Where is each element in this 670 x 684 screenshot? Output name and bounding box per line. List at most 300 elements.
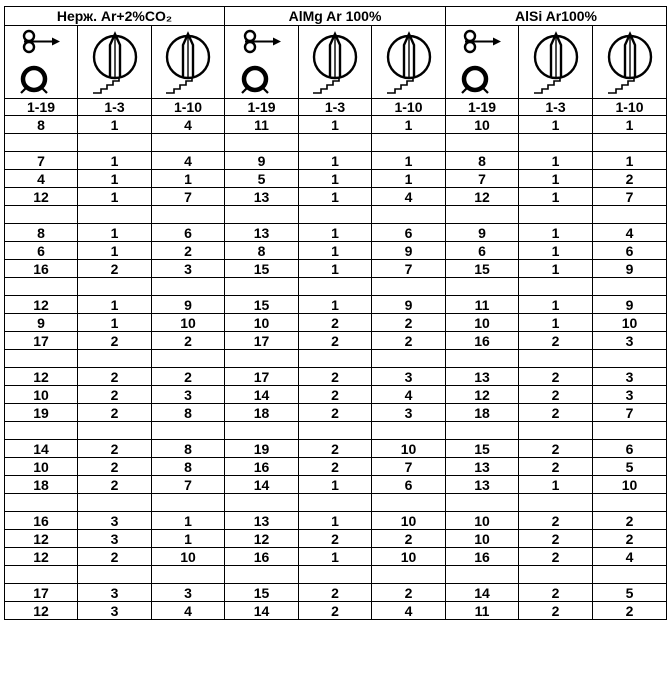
range-code: 1-19	[225, 99, 299, 116]
value-cell: 6	[5, 242, 78, 260]
value-cell: 19	[225, 440, 299, 458]
value-cell: 2	[78, 260, 152, 278]
value-cell: 1	[78, 116, 152, 134]
range-code: 1-19	[5, 99, 78, 116]
value-cell: 11	[225, 116, 299, 134]
settings-table-sheet	[4, 6, 667, 620]
value-cell: 2	[519, 332, 593, 350]
table-row	[5, 404, 667, 422]
table-row	[5, 530, 667, 548]
value-cell: 2	[519, 548, 593, 566]
table-row	[5, 368, 667, 386]
value-cell: 13	[225, 224, 299, 242]
value-cell: 1	[299, 116, 372, 134]
value-cell: 5	[593, 584, 667, 602]
voltage-knob-icon	[311, 29, 359, 95]
value-cell: 10	[372, 440, 446, 458]
value-cell: 2	[299, 458, 372, 476]
value-cell: 13	[446, 476, 519, 494]
table-row	[5, 458, 667, 476]
value-cell: 4	[5, 170, 78, 188]
value-cell: 1	[299, 188, 372, 206]
empty-cell	[519, 566, 593, 584]
value-cell: 10	[593, 314, 667, 332]
empty-cell	[225, 566, 299, 584]
value-cell: 2	[78, 368, 152, 386]
value-cell: 5	[593, 458, 667, 476]
correction-knob-icon	[164, 29, 212, 95]
value-cell: 7	[152, 188, 225, 206]
empty-cell	[593, 278, 667, 296]
value-cell: 10	[372, 512, 446, 530]
empty-cell	[225, 278, 299, 296]
value-cell: 10	[446, 116, 519, 134]
value-cell: 1	[78, 314, 152, 332]
table-row	[5, 116, 667, 134]
value-cell: 2	[372, 584, 446, 602]
value-cell: 7	[593, 404, 667, 422]
column-icon-cell	[225, 26, 299, 99]
empty-cell	[78, 206, 152, 224]
value-cell: 1	[519, 116, 593, 134]
range-code: 1-3	[519, 99, 593, 116]
value-cell: 5	[225, 170, 299, 188]
value-cell: 7	[593, 188, 667, 206]
value-cell: 16	[225, 458, 299, 476]
empty-cell	[5, 350, 78, 368]
value-cell: 1	[299, 512, 372, 530]
value-cell: 16	[5, 260, 78, 278]
empty-cell	[446, 422, 519, 440]
voltage-knob-icon	[91, 29, 139, 95]
empty-cell	[5, 134, 78, 152]
value-cell: 9	[5, 314, 78, 332]
value-cell: 13	[446, 368, 519, 386]
value-cell: 1	[372, 152, 446, 170]
value-cell: 4	[593, 548, 667, 566]
spacer-row	[5, 566, 667, 584]
value-cell: 4	[152, 116, 225, 134]
value-cell: 1	[519, 188, 593, 206]
value-cell: 9	[372, 242, 446, 260]
value-cell: 2	[299, 386, 372, 404]
value-cell: 8	[152, 458, 225, 476]
value-cell: 12	[5, 296, 78, 314]
value-cell: 2	[593, 170, 667, 188]
table-row	[5, 242, 667, 260]
value-cell: 8	[152, 404, 225, 422]
column-icon-cell	[5, 26, 78, 99]
empty-cell	[152, 134, 225, 152]
value-cell: 4	[372, 386, 446, 404]
value-cell: 1	[519, 242, 593, 260]
spacer-row	[5, 350, 667, 368]
value-cell: 3	[78, 512, 152, 530]
table-row	[5, 548, 667, 566]
empty-cell	[5, 206, 78, 224]
value-cell: 10	[446, 314, 519, 332]
table-row	[5, 440, 667, 458]
empty-cell	[519, 278, 593, 296]
column-icon-cell	[446, 26, 519, 99]
value-cell: 1	[299, 170, 372, 188]
value-cell: 2	[519, 386, 593, 404]
value-cell: 2	[519, 458, 593, 476]
correction-knob-icon	[385, 29, 433, 95]
value-cell: 12	[446, 386, 519, 404]
value-cell: 1	[372, 170, 446, 188]
value-cell: 14	[225, 476, 299, 494]
value-cell: 17	[5, 332, 78, 350]
column-icon-cell	[519, 26, 593, 99]
value-cell: 19	[5, 404, 78, 422]
value-cell: 9	[593, 260, 667, 278]
empty-cell	[593, 134, 667, 152]
value-cell: 1	[299, 260, 372, 278]
value-cell: 9	[446, 224, 519, 242]
table-row	[5, 512, 667, 530]
value-cell: 1	[78, 296, 152, 314]
empty-cell	[152, 206, 225, 224]
value-cell: 9	[152, 296, 225, 314]
group-title-stainless: Нерж. Ar+2%CO₂	[5, 7, 225, 26]
value-cell: 15	[446, 260, 519, 278]
value-cell: 11	[446, 296, 519, 314]
empty-cell	[446, 278, 519, 296]
empty-cell	[446, 206, 519, 224]
value-cell: 10	[5, 386, 78, 404]
table-row	[5, 170, 667, 188]
value-cell: 2	[519, 584, 593, 602]
value-cell: 15	[446, 440, 519, 458]
spacer-row	[5, 278, 667, 296]
value-cell: 2	[299, 368, 372, 386]
value-cell: 14	[225, 602, 299, 620]
value-cell: 3	[152, 260, 225, 278]
empty-cell	[225, 206, 299, 224]
empty-cell	[299, 494, 372, 512]
range-code: 1-3	[299, 99, 372, 116]
empty-cell	[78, 350, 152, 368]
welding-settings-table	[4, 6, 667, 620]
correction-knob-icon	[606, 29, 654, 95]
value-cell: 10	[593, 476, 667, 494]
empty-cell	[299, 566, 372, 584]
value-cell: 3	[78, 530, 152, 548]
value-cell: 16	[446, 332, 519, 350]
empty-cell	[5, 422, 78, 440]
empty-cell	[299, 134, 372, 152]
value-cell: 14	[446, 584, 519, 602]
table-row	[5, 152, 667, 170]
wire-feed-icon	[460, 29, 504, 95]
empty-cell	[78, 134, 152, 152]
value-cell: 10	[152, 548, 225, 566]
table-row	[5, 188, 667, 206]
value-cell: 3	[593, 368, 667, 386]
empty-cell	[519, 134, 593, 152]
value-cell: 1	[519, 170, 593, 188]
spacer-row	[5, 134, 667, 152]
value-cell: 2	[299, 530, 372, 548]
value-cell: 15	[225, 260, 299, 278]
value-cell: 16	[225, 548, 299, 566]
value-cell: 1	[78, 188, 152, 206]
value-cell: 2	[372, 332, 446, 350]
value-cell: 10	[446, 512, 519, 530]
table-row	[5, 224, 667, 242]
empty-cell	[5, 278, 78, 296]
table-row	[5, 314, 667, 332]
value-cell: 15	[225, 584, 299, 602]
value-cell: 4	[593, 224, 667, 242]
value-cell: 2	[372, 314, 446, 332]
value-cell: 8	[5, 224, 78, 242]
value-cell: 13	[225, 512, 299, 530]
value-cell: 2	[152, 332, 225, 350]
value-cell: 18	[225, 404, 299, 422]
empty-cell	[593, 422, 667, 440]
value-cell: 10	[5, 458, 78, 476]
value-cell: 2	[299, 602, 372, 620]
value-cell: 2	[519, 602, 593, 620]
value-cell: 2	[519, 530, 593, 548]
group-header-row	[5, 7, 667, 26]
group-title-alsi: AlSi Ar100%	[446, 7, 667, 26]
value-cell: 17	[5, 584, 78, 602]
value-cell: 4	[372, 188, 446, 206]
value-cell: 4	[372, 602, 446, 620]
empty-cell	[372, 350, 446, 368]
value-cell: 1	[519, 314, 593, 332]
value-cell: 15	[225, 296, 299, 314]
empty-cell	[225, 350, 299, 368]
column-icon-cell	[299, 26, 372, 99]
value-cell: 6	[152, 224, 225, 242]
value-cell: 1	[519, 296, 593, 314]
empty-cell	[446, 134, 519, 152]
table-row	[5, 584, 667, 602]
table-row	[5, 476, 667, 494]
range-code: 1-19	[446, 99, 519, 116]
spacer-row	[5, 422, 667, 440]
value-cell: 9	[372, 296, 446, 314]
value-cell: 2	[519, 404, 593, 422]
settings-rows	[5, 116, 667, 620]
value-cell: 1	[78, 152, 152, 170]
empty-cell	[225, 422, 299, 440]
empty-cell	[372, 278, 446, 296]
value-cell: 2	[78, 332, 152, 350]
value-cell: 1	[299, 224, 372, 242]
value-cell: 8	[5, 116, 78, 134]
value-cell: 9	[593, 296, 667, 314]
value-cell: 17	[225, 332, 299, 350]
empty-cell	[152, 350, 225, 368]
empty-cell	[78, 422, 152, 440]
value-cell: 3	[372, 368, 446, 386]
empty-cell	[593, 494, 667, 512]
spacer-row	[5, 494, 667, 512]
value-cell: 1	[519, 224, 593, 242]
empty-cell	[446, 494, 519, 512]
value-cell: 10	[225, 314, 299, 332]
table-row	[5, 332, 667, 350]
value-cell: 1	[299, 242, 372, 260]
column-icon-cell	[152, 26, 225, 99]
value-cell: 2	[78, 404, 152, 422]
value-cell: 1	[372, 116, 446, 134]
value-cell: 2	[519, 440, 593, 458]
empty-cell	[78, 566, 152, 584]
value-cell: 1	[152, 170, 225, 188]
table-row	[5, 260, 667, 278]
value-cell: 1	[152, 530, 225, 548]
value-cell: 2	[299, 332, 372, 350]
value-cell: 7	[152, 476, 225, 494]
value-cell: 11	[446, 602, 519, 620]
table-row	[5, 386, 667, 404]
range-code: 1-10	[152, 99, 225, 116]
empty-cell	[372, 206, 446, 224]
value-cell: 12	[5, 530, 78, 548]
value-cell: 6	[372, 224, 446, 242]
value-cell: 1	[299, 152, 372, 170]
value-cell: 2	[152, 368, 225, 386]
value-cell: 18	[446, 404, 519, 422]
empty-cell	[299, 206, 372, 224]
column-icon-cell	[372, 26, 446, 99]
value-cell: 3	[78, 584, 152, 602]
empty-cell	[152, 566, 225, 584]
value-cell: 2	[593, 602, 667, 620]
empty-cell	[152, 278, 225, 296]
value-cell: 12	[5, 368, 78, 386]
value-cell: 1	[519, 476, 593, 494]
spacer-row	[5, 206, 667, 224]
wire-feed-icon	[240, 29, 284, 95]
value-cell: 1	[78, 170, 152, 188]
value-cell: 2	[372, 530, 446, 548]
value-cell: 3	[593, 332, 667, 350]
wire-feed-icon	[19, 29, 63, 95]
column-icon-cell	[78, 26, 152, 99]
empty-cell	[372, 494, 446, 512]
value-cell: 3	[78, 602, 152, 620]
value-cell: 2	[519, 368, 593, 386]
value-cell: 1	[593, 152, 667, 170]
value-cell: 3	[152, 386, 225, 404]
empty-cell	[78, 278, 152, 296]
empty-cell	[225, 494, 299, 512]
value-cell: 8	[152, 440, 225, 458]
value-cell: 1	[299, 296, 372, 314]
value-cell: 6	[372, 476, 446, 494]
value-cell: 7	[372, 260, 446, 278]
value-cell: 7	[372, 458, 446, 476]
value-cell: 2	[299, 404, 372, 422]
value-cell: 2	[78, 458, 152, 476]
value-cell: 1	[78, 242, 152, 260]
value-cell: 2	[78, 386, 152, 404]
value-cell: 12	[5, 188, 78, 206]
empty-cell	[225, 134, 299, 152]
value-cell: 4	[152, 152, 225, 170]
empty-cell	[593, 566, 667, 584]
value-cell: 8	[225, 242, 299, 260]
value-cell: 2	[519, 512, 593, 530]
value-cell: 10	[152, 314, 225, 332]
empty-cell	[519, 206, 593, 224]
value-cell: 12	[446, 188, 519, 206]
value-cell: 14	[5, 440, 78, 458]
empty-cell	[299, 350, 372, 368]
value-cell: 1	[519, 260, 593, 278]
value-cell: 6	[446, 242, 519, 260]
range-code: 1-10	[372, 99, 446, 116]
value-cell: 13	[446, 458, 519, 476]
value-cell: 16	[5, 512, 78, 530]
value-cell: 1	[519, 152, 593, 170]
value-cell: 1	[299, 548, 372, 566]
value-cell: 2	[593, 530, 667, 548]
value-cell: 6	[593, 242, 667, 260]
empty-cell	[593, 350, 667, 368]
value-cell: 13	[225, 188, 299, 206]
value-cell: 12	[5, 602, 78, 620]
value-cell: 4	[152, 602, 225, 620]
column-icon-cell	[593, 26, 667, 99]
value-cell: 10	[446, 530, 519, 548]
value-cell: 12	[225, 530, 299, 548]
value-cell: 7	[446, 170, 519, 188]
icon-row	[5, 26, 667, 99]
value-cell: 2	[299, 440, 372, 458]
value-cell: 9	[225, 152, 299, 170]
value-cell: 10	[372, 548, 446, 566]
value-cell: 12	[5, 548, 78, 566]
empty-cell	[519, 494, 593, 512]
value-cell: 3	[152, 584, 225, 602]
value-cell: 18	[5, 476, 78, 494]
value-cell: 2	[299, 584, 372, 602]
value-cell: 1	[593, 116, 667, 134]
empty-cell	[446, 350, 519, 368]
table-row	[5, 296, 667, 314]
empty-cell	[5, 566, 78, 584]
empty-cell	[299, 278, 372, 296]
empty-cell	[372, 134, 446, 152]
table-row	[5, 602, 667, 620]
value-cell: 3	[593, 386, 667, 404]
value-cell: 2	[78, 440, 152, 458]
empty-cell	[78, 494, 152, 512]
empty-cell	[152, 422, 225, 440]
value-cell: 2	[593, 512, 667, 530]
value-cell: 17	[225, 368, 299, 386]
value-cell: 8	[446, 152, 519, 170]
value-cell: 2	[152, 242, 225, 260]
value-cell: 2	[299, 314, 372, 332]
empty-cell	[152, 494, 225, 512]
empty-cell	[593, 206, 667, 224]
group-title-almg: AlMg Ar 100%	[225, 7, 446, 26]
value-cell: 1	[152, 512, 225, 530]
empty-cell	[519, 422, 593, 440]
value-cell: 3	[372, 404, 446, 422]
value-cell: 6	[593, 440, 667, 458]
value-cell: 1	[299, 476, 372, 494]
